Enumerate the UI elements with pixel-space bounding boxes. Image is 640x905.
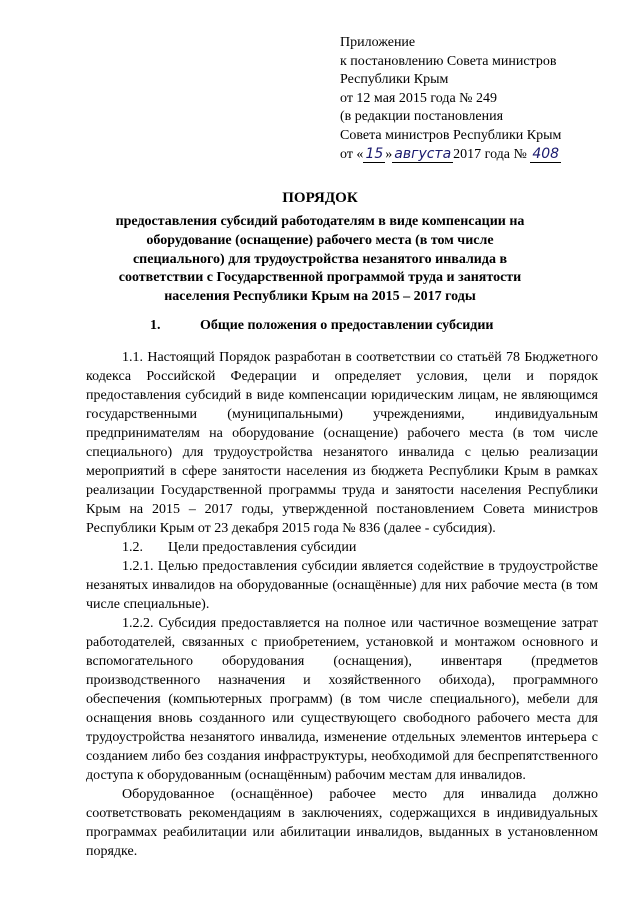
appendix-line: к постановлению Совета министров — [340, 53, 557, 69]
document-body — [86, 348, 598, 861]
document-subtitle: предоставления субсидий работодателям в виде компенсации на оборудование (оснащение) рабочего места (в том числе специального) для трудоустройства незанятого инвалида в соответствии с Государственной программой труда и занятости населения Республики Крым на 2015 – 2017 годы — [115, 214, 525, 305]
appendix-block — [340, 34, 630, 165]
section-number: 1. — [150, 318, 161, 333]
document-title: ПОРЯДОК — [282, 190, 358, 206]
appendix-line: Совета министров Республики Крым — [340, 127, 562, 143]
appendix-line: от 12 мая 2015 года № 249 — [340, 90, 498, 106]
paragraph-number: 1.2. — [122, 540, 143, 555]
section-title: Общие положения о предоставлении субсидии — [200, 318, 494, 333]
appendix-date-line: от « 15 » августа 2017 года № 408 — [340, 146, 560, 162]
handwritten-month: августа — [394, 146, 452, 162]
handwritten-number: 408 — [532, 146, 560, 162]
paragraph-1-2-1: 1.2.1. Целью предоставления субсидии является содействие в трудоустройстве незанятых инвалидов на оборудованные (оснащённые) для них рабочие места (в том числе специальные). — [86, 559, 598, 612]
paragraph-1-2-2: 1.2.2. Субсидия предоставляется на полное или частичное возмещение затрат работодателей, связанных с приобретением, установкой и монтажом основного и вспомогательного оборудования (оснащения), инвентаря (предметов производственного назначения и хозяйственного обихода), программного обеспечения (компьютерных программ) (в том числе специального), мебели для оснащения вновь созданного или существующего свободного рабочего места для трудоустройства незанятого инвалида, изменение отдельных элементов интерьера с созданием либо без создания инфраструктуры, необходимой для беспрепятственного доступа к оборудованным (оснащённым) рабочим местам для инвалидов. — [86, 616, 598, 783]
paragraph-1-1: 1.1. Настоящий Порядок разработан в соответствии со статьёй 78 Бюджетного кодекса Российской Федерации и определяет условия, цели и порядок предоставления субсидий в виде компенсации юридическим лицам, не являющимся государственными (муниципальными) учреждениями, индивидуальным предпринимателям на оборудование (оснащение) рабочего места (в том числе специального) для трудоустройства незанятого инвалида с целью реализации мероприятий в сфере занятости населения из бюджета Республики Крым в рамках реализации Государственной программы труда и занятости населения Республики Крым на 2015 – 2017 годы, утвержденной постановлением Совета министров Республики Крым от 23 декабря 2015 года № 836 (далее - субсидия). — [86, 350, 598, 536]
appendix-line: (в редакции постановления — [340, 109, 504, 124]
paragraph-final: Оборудованное (оснащённое) рабочее место для инвалида должно соответствовать рекомендациям в заключениях, содержащихся в индивидуальных программах реабилитации или абилитации инвалидов, выданных в установленном порядке. — [86, 787, 598, 859]
handwritten-day: 15 — [365, 146, 384, 162]
appendix-line: Приложение — [340, 35, 416, 50]
paragraph-1-2: 1.2. Цели предоставления субсидии — [122, 540, 357, 555]
section-heading — [150, 318, 570, 334]
appendix-line: Республики Крым — [340, 72, 449, 87]
